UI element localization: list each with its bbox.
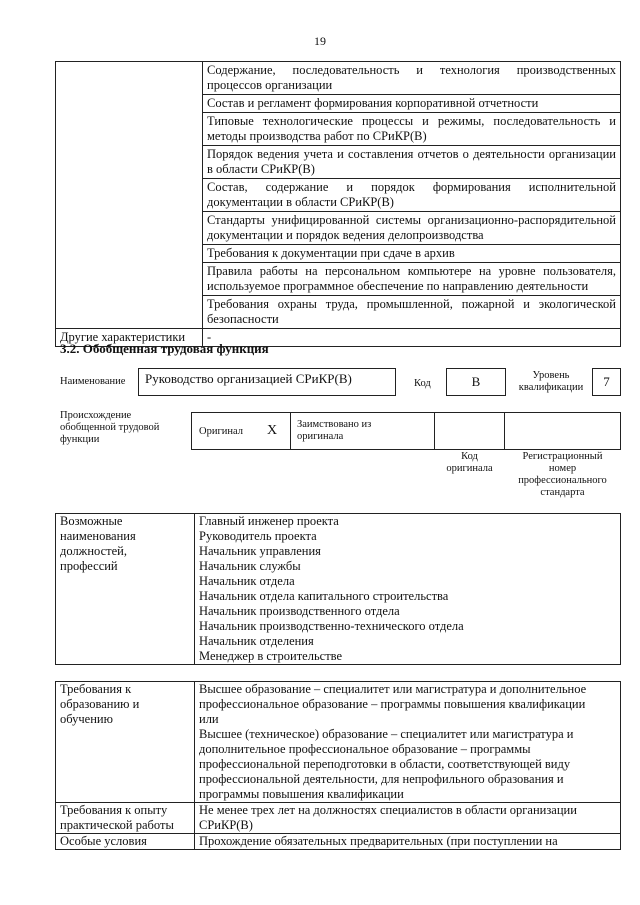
code-value-box (446, 368, 506, 396)
position-item: Менеджер в строительстве (199, 649, 343, 663)
positions-list (195, 514, 621, 665)
knowledge-item: Состав и регламент формирования корпоративной отчетности (203, 95, 621, 113)
borrowed-cell (290, 412, 435, 450)
original-code-caption: Код оригинала (446, 451, 493, 474)
position-item: Начальник отделения (199, 634, 314, 648)
position-item: Начальник управления (199, 544, 321, 558)
page-number: 19 (314, 34, 326, 48)
other-characteristics-label: Другие характеристики (56, 329, 203, 347)
position-item: Начальник производственно-технического отдела (199, 619, 464, 633)
level-value: 7 (603, 374, 610, 389)
knowledge-item: Стандарты унифицированной системы организационно-распорядительной документации и порядок ведения делопроизводства (203, 212, 621, 245)
experience-label: Требования к опыту практической работы (56, 803, 195, 834)
registration-number-caption: Регистрационный номер профессионального стандарта (518, 451, 607, 498)
requirements-table (55, 681, 621, 850)
level-label: Уровень квалификации (518, 370, 584, 393)
position-item: Начальник службы (199, 559, 301, 573)
education-label: Требования к образованию и обучению (56, 682, 195, 803)
knowledge-item: Состав, содержание и порядок формирования исполнительной документации в области СРиКР(В) (203, 179, 621, 212)
original-cell (191, 412, 291, 450)
special-conditions-label: Особые условия (56, 834, 195, 850)
code-value: B (471, 374, 481, 389)
knowledge-item: Требования к документации при сдаче в архив (203, 245, 621, 263)
original-label: Оригинал (199, 426, 243, 437)
name-value-box (138, 368, 396, 396)
position-item: Главный инженер проекта (199, 514, 339, 528)
education-value: Высшее образование – специалитет или магистратура и дополнительное профессиональное образование – программы повышения квалификации или Высшее (техническое) образование – специалитет или магистратура и дополнительное профессиональное образование – программы профессиональной переподготовки в области, соответствующей виду профессиональной деятельности, для непрофильного образования и программы повышения квалификации (195, 682, 621, 803)
code-label: Код (414, 378, 431, 389)
experience-value: Не менее трех лет на должностях специалистов в области организации СРиКР(В) (195, 803, 621, 834)
special-conditions-value: Прохождение обязательных предварительных (при поступлении на (195, 834, 621, 850)
origin-label: Происхождение обобщенной трудовой функции (60, 410, 160, 445)
registration-number-cell (504, 412, 621, 450)
original-mark: X (267, 423, 278, 438)
position-item: Начальник отдела (199, 574, 295, 588)
original-code-cell (434, 412, 505, 450)
position-item: Начальник производственного отдела (199, 604, 400, 618)
knowledge-item: Типовые технологические процессы и режимы, последовательность и методы производства работ по СРиКР(В) (203, 113, 621, 146)
name-label: Наименование (60, 376, 126, 387)
positions-table (55, 513, 621, 665)
knowledge-item: Порядок ведения учета и составления отчетов о деятельности организации в области СРиКР(В) (203, 146, 621, 179)
knowledge-item: Правила работы на персональном компьютере на уровне пользователя, используемое программное обеспечение по направлению деятельности (203, 263, 621, 296)
section-title: 3.2. Обобщенная трудовая функция (60, 341, 269, 356)
position-item: Руководитель проекта (199, 529, 317, 543)
other-characteristics-value: - (203, 329, 621, 347)
knowledge-item: Требования охраны труда, промышленной, пожарной и экологической безопасности (203, 296, 621, 329)
name-value: Руководство организацией СРиКР(В) (145, 371, 352, 386)
knowledge-label-cell (56, 62, 203, 329)
knowledge-table (55, 61, 621, 347)
level-value-box (592, 368, 621, 396)
borrowed-label: Заимствовано из оригинала (297, 419, 372, 442)
positions-label: Возможные наименования должностей, профессий (56, 514, 195, 665)
knowledge-item: Содержание, последовательность и технология производственных процессов организации (203, 62, 621, 95)
position-item: Начальник отдела капитального строительства (199, 589, 449, 603)
